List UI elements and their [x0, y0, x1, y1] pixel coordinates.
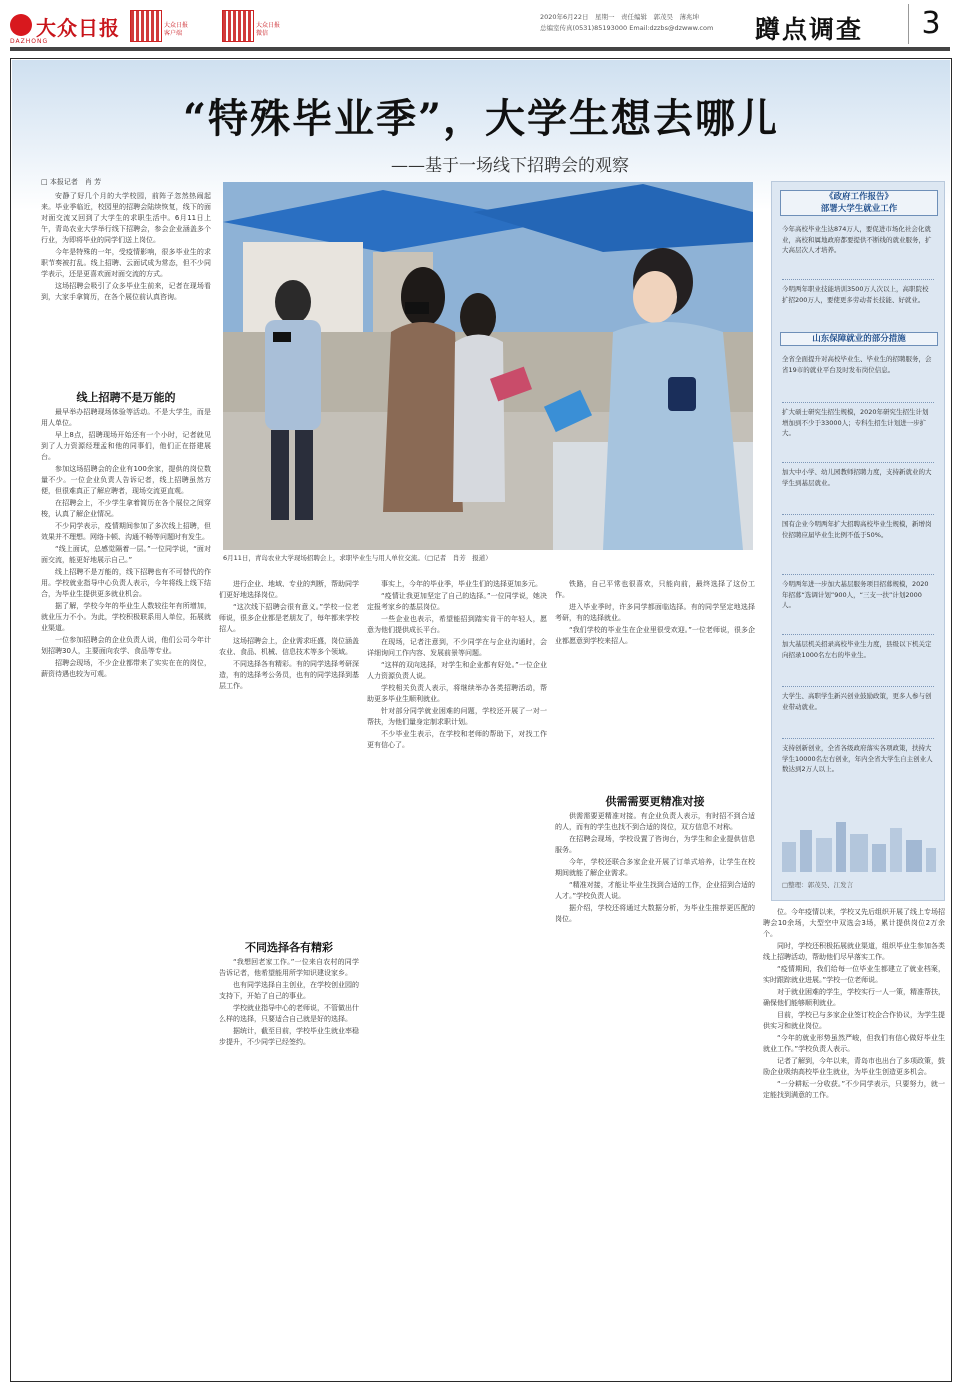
sidebar-item: 国有企业今明两年扩大招聘高校毕业生规模，新增岗位招聘应届毕业生比例不低于50%。: [782, 520, 932, 539]
paragraph: 这场招聘会上，企业需求旺盛，岗位涵盖农业、食品、机械、信息技术等多个领域。: [219, 637, 359, 656]
newspaper-logo: [10, 8, 120, 45]
qr-label-client: 大众日报客户端: [164, 22, 189, 37]
article-byline: □ 本报记者 肖 芳: [41, 178, 102, 186]
paragraph: “这样的双向选择，对学生和企业都有好处。”一位企业人力资源负责人说。: [367, 661, 547, 680]
body-column-2b: [219, 957, 359, 1373]
sidebar-heading-2: 山东保障就业的部分措施: [780, 332, 938, 346]
photo-illustration: [223, 182, 753, 550]
section-heading-matching: 供需需要更精准对接: [605, 795, 705, 808]
issue-meta: [540, 12, 713, 34]
paragraph: 对于就业困难的学生，学校实行一人一策，精准帮扶，确保他们能够顺利就业。: [763, 988, 945, 1007]
paragraph: 目前，学校已与多家企业签订校企合作协议，为学生提供实习和就业岗位。: [763, 1011, 945, 1030]
paragraph: 事实上，今年的毕业季，毕业生们的选择更加多元。: [381, 580, 542, 588]
sidebar-item: 今明两年进一步加大基层服务项目招募规模，2020年招募“选调计划”900人，“三支一扶”计划2000人。: [782, 580, 929, 609]
job-fair-photo: [223, 182, 753, 550]
paragraph: 今年，学校还联合多家企业开展了订单式培养，让学生在校期间就能了解企业需求。: [555, 858, 755, 877]
paragraph: 安静了好几个月的大学校园，前阵子忽然热闹起来。毕业季临近，校园里的招聘会陆续恢复，线下的面对面交流又回到了大学生的求职生活中。6月11日上午，青岛农业大学举行线下招聘会，参会企业涵盖多个行业，为即将毕业的同学们送上岗位。: [41, 192, 211, 244]
city-skyline-illustration: [772, 812, 944, 872]
sidebar-source: □整理：郭茂昊、江发言: [782, 881, 854, 889]
sidebar-item: 今明两年职业技能培训3500万人次以上，高职院校扩招200万人，要使更多劳动者长技能、好就业。: [782, 285, 929, 304]
section-title: 蹲点调查: [755, 15, 864, 44]
paragraph: 在招聘会现场，学校设置了咨询台，为学生和企业提供信息服务。: [555, 835, 755, 854]
sidebar-divider: [782, 514, 934, 515]
sidebar-divider: [782, 279, 934, 280]
masthead-rule: [10, 47, 950, 51]
masthead: [0, 0, 960, 52]
body-column-1: [41, 407, 211, 1373]
paragraph: 学校相关负责人表示，将继续举办各类招聘活动，帮助更多毕业生顺利就业。: [367, 684, 547, 703]
sidebar-divider: [782, 402, 934, 403]
sidebar-heading-1: [780, 190, 938, 216]
paragraph: 也有同学选择自主创业，在学校创业园的支持下，开始了自己的事业。: [219, 981, 359, 1000]
paragraph: 不少同学表示，疫情期间参加了多次线上招聘，但效果并不理想。网络卡顿、沟通不畅等问题时有发生。: [41, 522, 211, 541]
sidebar-title-1: 《政府工作报告》: [824, 192, 893, 202]
logo-subtext: DAZHONG: [10, 38, 49, 45]
section-heading-online: 线上招聘不是万能的: [76, 391, 176, 404]
body-column-5: [763, 907, 945, 1373]
section-heading-choices: 不同选择各有精彩: [245, 941, 333, 954]
paragraph: 记者了解到，今年以来，青岛市也出台了多项政策，鼓励企业吸纳高校毕业生就业，为毕业生创造更多机会。: [763, 1057, 945, 1076]
article-frame: [10, 58, 952, 1382]
qr-code-icon: [222, 10, 254, 42]
sidebar-title-2: 部署大学生就业工作: [820, 204, 898, 214]
article-subhead: ——基于一场线下招聘会的观察: [391, 156, 629, 176]
paragraph: 铁路，自己平常也很喜欢，只能向前，最终选择了这份工作。: [555, 580, 755, 599]
sidebar-item: 全省全面提升对高校毕业生、毕业生的招聘服务，会省19市的就业平台及时发布岗位信息。: [782, 355, 932, 374]
paragraph: “今年的就业形势虽然严峻，但我们有信心做好毕业生就业工作。”学校负责人表示。: [763, 1034, 945, 1053]
issue-date-line: 2020年6月22日 星期一 责任编辑 郭茂昊 薄兆坤: [540, 13, 699, 21]
paragraph: 这场招聘会吸引了众多毕业生前来，记者在现场看到，大家手拿简历，在各个展位前认真咨询。: [41, 282, 211, 301]
paragraph: 一些企业也表示，希望能招到踏实肯干的年轻人，愿意为他们提供成长平台。: [367, 615, 547, 634]
paragraph: “线上面试，总感觉隔着一层。”一位同学说，“面对面交流，能更好地展示自己。”: [41, 545, 211, 564]
paragraph: 线上招聘不是万能的，线下招聘也有不可替代的作用。学校就业指导中心负责人表示，今年将线上线下结合，为毕业生提供更多就业机会。: [41, 568, 211, 598]
body-column-4: [555, 579, 755, 789]
paragraph: 进入毕业季时，许多同学都面临选择。有的同学坚定地选择考研，有的选择就业。: [555, 603, 755, 622]
sidebar-divider: [782, 462, 934, 463]
paragraph: 早上8点，招聘现场开始还有一个小时，记者就见到了人力资源经理孟和他的同事们，他们正在搭建展台。: [41, 431, 211, 461]
qr-label-wechat: 大众日报微信: [256, 22, 281, 37]
paragraph: 供需需要更精准对接。有企业负责人表示，有时招不到合适的人，而有的学生也找不到合适的岗位，双方信息不对称。: [555, 812, 755, 831]
article-headline: “特殊毕业季”，大学生想去哪儿: [182, 95, 779, 142]
paragraph: 据介绍，学校还将通过大数据分析，为毕业生推荐更匹配的岗位。: [555, 904, 755, 923]
sidebar-item: 支持创新创业，全省各级政府落实各项政策，扶持大学生10000名左右创业，年内全省大学生自主创业人数达到2万人以上。: [782, 744, 933, 773]
body-column-4b: [555, 811, 755, 1373]
paragraph: 招聘会现场，不少企业都带来了实实在在的岗位，薪资待遇也较为可观。: [41, 659, 211, 678]
paragraph: 同时，学校还积极拓展就业渠道，组织毕业生参加各类线上招聘活动，帮助他们尽早落实工作。: [763, 942, 945, 961]
sidebar-divider: [782, 634, 934, 635]
contact-line: 总编室传真(0531)85193000 Email:dzzbs@dzwww.com: [540, 24, 714, 32]
paragraph: “这次线下招聘会很有意义。”学校一位老师说，很多企业都是老朋友了，每年都来学校招人。: [219, 603, 359, 633]
body-column-3: [367, 579, 547, 1373]
paragraph: 据了解，学校今年的毕业生人数较往年有所增加，就业压力不小。为此，学校积极联系用人单位，拓展就业渠道。: [41, 602, 211, 632]
logo-emblem-icon: [10, 14, 32, 36]
sidebar-item: 加大中小学、幼儿园教师招聘力度，支持新就业的大学生到基层就业。: [782, 468, 932, 487]
sidebar-item: 加大基层机关招录高校毕业生力度，县级以下机关定向招录1000名左右的毕业生。: [782, 640, 932, 659]
paragraph: “一分耕耘一分收获。”不少同学表示，只要努力，就一定能找到满意的工作。: [763, 1080, 945, 1099]
paragraph: “我想回老家工作。”一位来自农村的同学告诉记者，他希望能用所学知识建设家乡。: [219, 958, 359, 977]
paragraph: “我们学校的毕业生在企业里很受欢迎。”一位老师说，很多企业都愿意到学校来招人。: [555, 626, 755, 645]
paragraph: 针对部分同学就业困难的问题，学校还开展了一对一帮扶，为他们量身定制求职计划。: [367, 707, 547, 726]
paragraph: 学校就业指导中心的老师说，不管做出什么样的选择，只要适合自己就是好的选择。: [219, 1004, 359, 1023]
paragraph: 今年是特殊的一年，受疫情影响，很多毕业生的求职节奏被打乱。线上招聘、云面试成为常态，但不少同学表示，还是更喜欢面对面交流的方式。: [41, 248, 211, 278]
sidebar-divider: [782, 574, 934, 575]
paragraph: “疫情让我更加坚定了自己的选择。”一位同学说，她决定报考家乡的基层岗位。: [367, 592, 547, 611]
body-column-2: [219, 579, 359, 905]
paragraph: 在现场，记者注意到，不少同学在与企业沟通时，会详细询问工作内容、发展前景等问题。: [367, 638, 547, 657]
sidebar-divider: [782, 738, 934, 739]
sidebar-item: 今年高校毕业生达874万人，要促进市场化社会化就业，高校和属地政府都要提供不断线的就业服务，扩大高层次人才培养。: [782, 225, 932, 254]
sidebar-item: 大学生、高职学生新兴创业鼓励政策，更多人参与创业带动就业。: [782, 692, 932, 711]
paragraph: “精准对接，才能让毕业生找到合适的工作，企业招到合适的人才。”学校负责人说。: [555, 881, 755, 900]
paragraph: 参加这场招聘会的企业有100余家，提供的岗位数量不少。一位企业负责人告诉记者，线上招聘虽然方便，但很难真正了解应聘者，现场交流更直观。: [41, 465, 211, 495]
paragraph: 据统计，截至目前，学校毕业生就业率稳步提升，不少同学已经签约。: [219, 1027, 359, 1046]
page-number: 3: [908, 4, 953, 44]
lead-column: [41, 191, 211, 386]
policy-sidebar: [771, 181, 945, 901]
sidebar-item: 扩大硕士研究生招生规模，2020年研究生招生计划增加到不少于33000人；专科生招生计划进一步扩大。: [782, 408, 929, 437]
logo-text: 大众日报: [36, 16, 120, 40]
photo-caption: 6月11日，青岛农业大学现场招聘会上，求职毕业生与用人单位交流。（□记者 肖芳 报道）: [223, 554, 492, 562]
paragraph: 位。今年疫情以来，学校又先后组织开展了线上专场招聘会10余场，大型空中双选会3场，累计提供岗位2万余个。: [763, 908, 945, 938]
paragraph: 不同选择各有精彩。有的同学选择考研深造，有的选择考公务员，也有的同学选择到基层工作。: [219, 660, 359, 690]
paragraph: 进行企业、地域、专业的判断，帮助同学们更好地选择岗位。: [219, 580, 359, 599]
paragraph: 在招聘会上，不少学生拿着简历在各个展位之间穿梭，认真了解企业情况。: [41, 499, 211, 518]
qr-code-icon: [130, 10, 162, 42]
paragraph: 一位参加招聘会的企业负责人说，他们公司今年计划招聘30人，主要面向农学、食品等专业。: [41, 636, 211, 655]
paragraph: 最早举办招聘现场体验等活动。不是大学生，而是用人单位。: [41, 408, 211, 427]
sidebar-divider: [782, 686, 934, 687]
paragraph: “疫情期间，我们给每一位毕业生都建立了就业档案，实时跟踪就业进展。”学校一位老师说。: [763, 965, 945, 984]
paragraph: 不少毕业生表示，在学校和老师的帮助下，对找工作更有信心了。: [367, 730, 547, 749]
